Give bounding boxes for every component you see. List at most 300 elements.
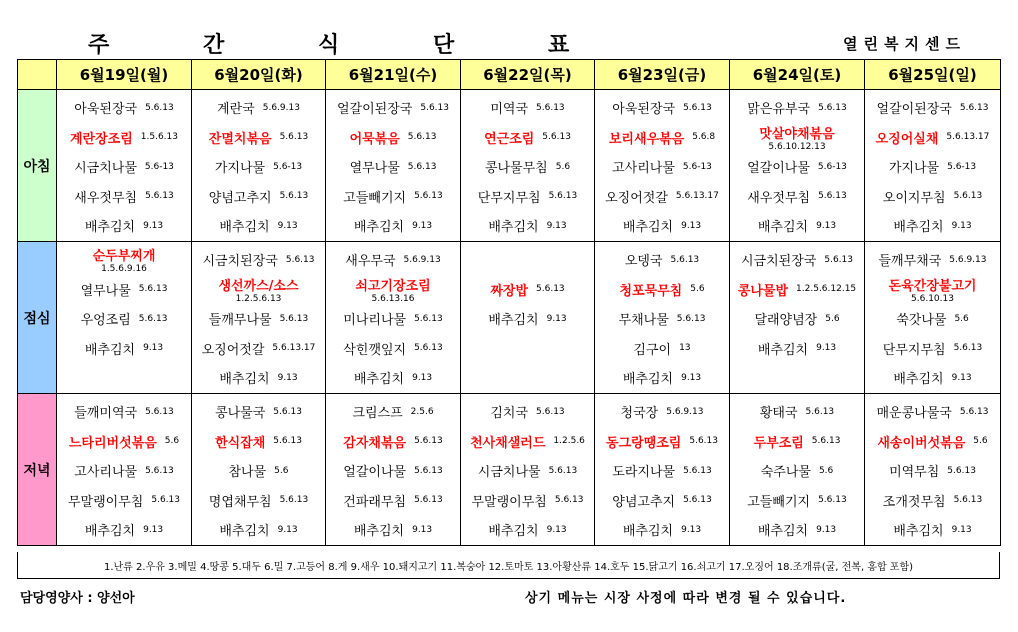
allergen-codes: 5.6.13 (279, 495, 309, 506)
menu-item (194, 304, 323, 334)
allergen-codes: 9.13 (277, 372, 298, 383)
allergen-codes: 5.6.13 (536, 284, 565, 295)
allergen-codes: 5.6.13 (145, 406, 174, 417)
menu-item (867, 304, 998, 334)
menu-item (463, 515, 592, 545)
menu-item (59, 152, 189, 182)
allergen-codes: 2.5.6 (410, 406, 434, 417)
menu-item (732, 334, 862, 364)
menu-item (194, 152, 323, 182)
dish-name: 달래양념장 (754, 313, 818, 329)
menu-item (867, 515, 998, 545)
menu-item (597, 93, 727, 123)
dish-name: 도라지나물 (612, 465, 676, 481)
menu-item (597, 486, 727, 516)
meal-label: 아침 (18, 90, 57, 242)
allergen-codes: 5.6-13 (144, 161, 174, 172)
allergen-codes: 5.6.13 (145, 191, 174, 202)
dish-name: 열무나물 (80, 283, 131, 299)
allergen-codes: 5.6.13 (818, 102, 847, 113)
allergen-codes: 5.6.10.12.13 (768, 141, 826, 152)
allergen-codes: 9.13 (681, 372, 702, 383)
dish-name: 배추김치 (893, 372, 944, 388)
menu-item (463, 486, 592, 516)
allergen-codes: 5.6-13 (817, 161, 847, 172)
menu-item (59, 427, 189, 457)
menu-item (597, 275, 727, 305)
menu-item (328, 427, 458, 457)
day-header: 6월24일(토) (730, 60, 865, 90)
menu-item (194, 275, 323, 305)
allergen-codes: 5.6.13 (407, 161, 437, 172)
menu-item (194, 123, 323, 153)
menu-item (732, 123, 862, 153)
dish-name: 배추김치 (353, 372, 405, 388)
menu-cell (730, 394, 865, 546)
dish-name: 배추김치 (353, 524, 405, 540)
title-char: 주 (88, 33, 110, 58)
dish-name: 시금치된장국 (741, 254, 817, 270)
menu-item (463, 123, 592, 153)
menu-item (597, 182, 727, 212)
allergen-codes: 5.6 (954, 313, 969, 324)
menu-item (59, 486, 189, 516)
menu-item (328, 211, 458, 241)
dish-name: 단무지무침 (477, 190, 541, 206)
dish-name: 배추김치 (757, 220, 809, 236)
allergen-codes: 5.6.13 (285, 254, 315, 265)
dish-name: 삭힌깻잎지 (343, 342, 407, 358)
dish-name: 연근조림 (484, 131, 535, 147)
menu-item (59, 304, 189, 334)
menu-item (732, 275, 862, 305)
allergen-codes: 9.13 (951, 524, 972, 535)
dish-name: 고들빼기지 (747, 494, 811, 510)
allergen-codes: 5.6.13.16 (371, 293, 415, 304)
menu-item (328, 397, 458, 427)
allergen-codes: 9.13 (681, 524, 702, 535)
menu-cell (595, 90, 730, 242)
dish-name: 맑은유부국 (747, 102, 811, 118)
allergen-codes: 5.6.13 (536, 102, 565, 113)
allergen-codes: 5.6-13 (682, 161, 712, 172)
menu-cell (192, 394, 326, 546)
allergen-codes: 5.6.10.13 (911, 293, 954, 304)
menu-item (328, 515, 458, 545)
menu-item (597, 397, 727, 427)
allergen-codes: 5.6 (825, 313, 840, 324)
dish-name: 보리새우볶음 (608, 131, 685, 147)
allergen-codes: 5.6.13 (273, 436, 302, 447)
dish-name: 얼갈이나물 (343, 465, 407, 481)
menu-cell (461, 90, 595, 242)
allergen-codes: 5.6.13 (414, 465, 443, 476)
allergen-codes: 9.13 (546, 220, 567, 231)
menu-item (328, 245, 458, 275)
menu-item (463, 304, 592, 334)
menu-item (59, 245, 189, 275)
dish-name: 동그랑땡조림 (606, 435, 682, 451)
allergen-codes: 5.6.13 (824, 254, 853, 265)
dish-name: 단무지무침 (882, 342, 946, 358)
dish-name: 고사리나물 (74, 465, 138, 481)
dish-name: 숙주나물 (760, 465, 811, 481)
menu-cell (57, 394, 192, 546)
dish-name: 열무나물 (349, 161, 400, 177)
allergen-codes: 5.6.13 (138, 313, 168, 324)
allergen-codes: 5.6.9.13 (262, 102, 300, 113)
allergen-codes: 5.6.9.13 (949, 254, 987, 265)
allergen-codes: 9.13 (546, 524, 567, 535)
menu-item (463, 427, 592, 457)
menu-cell (595, 394, 730, 546)
allergen-codes: 5.6.13 (953, 191, 983, 202)
menu-cell (57, 242, 192, 394)
menu-cell (865, 90, 1001, 242)
day-header: 6월23일(금) (595, 60, 730, 90)
dish-name: 순두부찌개 (92, 249, 156, 265)
dish-name: 얼갈이된장국 (876, 102, 952, 118)
menu-item (867, 486, 998, 516)
dish-name: 얼갈이나물 (747, 161, 810, 177)
dish-name: 아욱된장국 (612, 102, 676, 118)
menu-item (59, 275, 189, 305)
dish-name: 배추김치 (84, 220, 136, 236)
allergen-codes: 9.13 (277, 220, 298, 231)
allergen-codes: 13 (679, 343, 691, 354)
allergen-codes: 5.6.13 (818, 191, 847, 202)
allergen-codes: 5.6 (164, 436, 180, 447)
menu-cell (595, 242, 730, 394)
dish-name: 느타리버섯볶음 (68, 435, 157, 451)
allergen-codes: 5.6.13 (805, 406, 835, 417)
menu-item (59, 123, 189, 153)
dish-name: 미역국 (490, 102, 529, 118)
allergen-codes: 5.6.13 (279, 313, 309, 324)
dish-name: 새우젓무침 (74, 190, 138, 206)
dish-name: 황태국 (759, 406, 798, 422)
dish-name: 들깨무나물 (208, 313, 272, 329)
allergen-codes: 9.13 (816, 524, 837, 535)
dish-name: 배추김치 (622, 524, 674, 540)
allergen-codes: 5.6.13 (676, 313, 706, 324)
allergen-codes: 5.6.13 (811, 436, 841, 447)
dish-name: 새우젓무침 (747, 190, 811, 206)
allergen-codes: 5.6.13 (542, 132, 571, 143)
title-char: 표 (548, 33, 570, 58)
dish-name: 무채나물 (618, 313, 669, 329)
dish-name: 배추김치 (893, 220, 944, 236)
dish-name: 배추김치 (488, 524, 539, 540)
allergen-codes: 5.6.13 (138, 284, 168, 295)
menu-item (328, 456, 458, 486)
dish-name: 김구이 (633, 342, 672, 358)
menu-item (59, 211, 189, 241)
dish-name: 청포묵무침 (619, 283, 683, 299)
allergen-codes: 1.5.6.13 (140, 132, 178, 143)
menu-item (867, 211, 998, 241)
dish-name: 배추김치 (84, 524, 136, 540)
menu-item (732, 304, 862, 334)
menu-item (194, 245, 323, 275)
dish-name: 콩나물무침 (484, 161, 548, 177)
allergen-codes: 5.6.13 (414, 343, 443, 354)
dish-name: 크림스프 (352, 406, 403, 422)
menu-item (867, 245, 998, 275)
menu-item (194, 93, 323, 123)
menu-item (328, 182, 458, 212)
dish-name: 시금치된장국 (202, 254, 278, 270)
menu-cell (57, 90, 192, 242)
dish-name: 들깨무채국 (878, 254, 942, 270)
allergen-codes: 9.13 (277, 524, 298, 535)
menu-item (597, 123, 727, 153)
allergen-codes: 5.6.13.17 (675, 191, 719, 202)
menu-item (463, 456, 592, 486)
menu-item (597, 515, 727, 545)
menu-cell (865, 242, 1001, 394)
meal-label: 점심 (18, 242, 57, 394)
menu-item (463, 397, 592, 427)
menu-item (867, 93, 998, 123)
allergen-codes: 9.13 (143, 524, 164, 535)
allergen-codes: 5.6-13 (273, 161, 303, 172)
menu-item (194, 363, 323, 393)
dish-name: 배추김치 (353, 220, 405, 236)
allergen-codes: 5.6.13 (414, 313, 443, 324)
menu-item (59, 456, 189, 486)
allergen-codes: 5.6.13 (548, 191, 578, 202)
menu-item (463, 93, 592, 123)
allergen-codes: 5.6.13 (414, 191, 443, 202)
dish-name: 감자채볶음 (343, 435, 407, 451)
allergen-codes: 5.6-13 (947, 161, 977, 172)
dish-name: 천사채샐러드 (470, 435, 546, 451)
allergen-codes: 5.6.13 (145, 102, 174, 113)
dish-name: 오징어실채 (875, 131, 939, 147)
dish-name: 배추김치 (893, 524, 944, 540)
allergen-codes: 9.13 (412, 220, 433, 231)
dish-name: 배추김치 (219, 220, 270, 236)
allergen-codes: 5.6.13 (407, 132, 437, 143)
menu-item (328, 334, 458, 364)
dish-name: 맛살야채볶음 (759, 126, 835, 142)
allergen-codes: 5.6.13 (818, 495, 847, 506)
dish-name: 들깨미역국 (74, 406, 138, 422)
menu-item (732, 182, 862, 212)
dish-name: 콩나물밥 (737, 283, 789, 299)
day-header: 6월22일(목) (461, 60, 595, 90)
menu-item (732, 397, 862, 427)
dish-name: 건파래무침 (343, 494, 407, 510)
menu-item (732, 515, 862, 545)
allergen-codes: 5.6.13 (536, 406, 565, 417)
menu-item (732, 245, 862, 275)
dish-name: 오징어젓갈 (201, 342, 265, 358)
menu-item (463, 245, 592, 275)
allergen-legend: 1.난류 2.우유 3.메밀 4.땅콩 5.대두 6.밀 7.고등어 8.게 9.새우 10.돼지고기 11.복숭아 12.토마토 13.아황산류 14.호두 15.닭고기 16.쇠고기 17.오징어 18.조개류(굴, 전복, 홍합 포함) (17, 552, 1000, 579)
dish-name: 새우무국 (345, 254, 396, 270)
dish-name: 계란국 (217, 102, 255, 118)
allergen-codes: 9.13 (546, 313, 567, 324)
dish-name: 얼갈이된장국 (337, 102, 413, 118)
allergen-codes: 5.6.13 (670, 254, 700, 265)
allergen-codes: 5.6.13 (689, 436, 718, 447)
menu-item (597, 334, 727, 364)
dish-name: 배추김치 (219, 372, 270, 388)
menu-item (59, 93, 189, 123)
allergen-codes: 5.6.13 (959, 406, 989, 417)
menu-item (194, 334, 323, 364)
menu-item (328, 486, 458, 516)
menu-item (59, 515, 189, 545)
menu-item (194, 486, 323, 516)
dish-name: 배추김치 (757, 342, 809, 358)
dish-name: 배추김치 (488, 220, 539, 236)
menu-item (463, 152, 592, 182)
allergen-codes: 5.6.13 (145, 465, 174, 476)
menu-item (59, 397, 189, 427)
allergen-codes: 5.6.13 (151, 495, 180, 506)
menu-item (59, 182, 189, 212)
menu-item (867, 182, 998, 212)
dish-name: 오징어젓갈 (605, 190, 668, 206)
title-char: 간 (203, 33, 225, 58)
allergen-codes: 5.6.13 (683, 495, 712, 506)
menu-item (194, 182, 323, 212)
dish-name: 시금치나물 (74, 161, 137, 177)
allergen-codes: 5.6.13.17 (272, 343, 316, 354)
dish-name: 미나리나물 (343, 313, 407, 329)
dish-name: 참나물 (228, 465, 267, 481)
menu-item (328, 152, 458, 182)
menu-item (597, 245, 727, 275)
dish-name: 한식잡채 (215, 435, 266, 451)
menu-item (597, 427, 727, 457)
menu-item (867, 152, 998, 182)
meal-row-lunch (18, 242, 1001, 394)
allergen-codes: 5.6.13 (279, 132, 309, 143)
allergen-codes: 9.13 (412, 372, 433, 383)
dish-name: 배추김치 (488, 313, 539, 329)
meal-row-breakfast (18, 90, 1001, 242)
allergen-codes: 9.13 (143, 220, 164, 231)
menu-item (328, 123, 458, 153)
allergen-codes: 5.6.13 (548, 465, 578, 476)
menu-cell (326, 394, 461, 546)
allergen-codes: 5.6.13 (420, 102, 449, 113)
menu-item (463, 275, 592, 305)
dish-name: 고들빼기지 (343, 190, 407, 206)
menu-item (867, 427, 998, 457)
allergen-codes: 5.6.13 (953, 495, 983, 506)
menu-cell (730, 242, 865, 394)
dish-name: 조개젓무침 (882, 494, 946, 510)
dish-name: 잔멸치볶음 (208, 131, 272, 147)
allergen-codes: 5.6.13 (554, 495, 584, 506)
menu-item (597, 456, 727, 486)
allergen-codes: 9.13 (143, 343, 164, 354)
menu-item (732, 486, 862, 516)
day-header: 6월25일(일) (865, 60, 1001, 90)
dish-name: 가지나물 (888, 161, 940, 177)
dish-name: 어묵볶음 (349, 131, 400, 147)
dish-name: 미역무침 (889, 465, 940, 481)
menu-item (867, 456, 998, 486)
allergen-codes: 5.6 (690, 284, 705, 295)
dish-name: 두부조림 (753, 435, 804, 451)
menu-cell (326, 242, 461, 394)
allergen-codes: 5.6 (818, 465, 834, 476)
menu-item (463, 211, 592, 241)
nutritionist-label: 담당영양사 : 양선아 (20, 591, 135, 606)
allergen-codes: 1.5.6.9.16 (101, 264, 147, 275)
menu-item (328, 304, 458, 334)
menu-cell (461, 394, 595, 546)
menu-cell (461, 242, 595, 394)
day-header: 6월19일(월) (57, 60, 192, 90)
dish-name: 시금치나물 (477, 465, 541, 481)
dish-name: 배추김치 (219, 524, 270, 540)
allergen-codes: 9.13 (816, 343, 837, 354)
dish-name: 매운콩나물국 (876, 406, 952, 422)
allergen-codes: 5.6.13 (279, 191, 309, 202)
menu-item (732, 211, 862, 241)
allergen-codes: 9.13 (951, 220, 972, 231)
menu-item (194, 456, 323, 486)
dish-name: 고사리나물 (612, 161, 675, 177)
menu-item (732, 93, 862, 123)
dish-name: 배추김치 (757, 524, 809, 540)
dish-name: 배추김치 (622, 220, 674, 236)
menu-item (867, 397, 998, 427)
menu-item (194, 211, 323, 241)
menu-cell (192, 90, 326, 242)
allergen-codes: 5.6.13 (953, 343, 983, 354)
menu-item (59, 334, 189, 364)
dish-name: 배추김치 (622, 372, 674, 388)
allergen-codes: 5.6.13 (273, 406, 302, 417)
menu-item (867, 363, 998, 393)
page-title (80, 28, 600, 58)
menu-item (463, 182, 592, 212)
dish-name: 돈육간장불고기 (888, 278, 977, 294)
allergen-codes: 5.6.13 (414, 495, 443, 506)
dish-name: 쑥갓나물 (896, 313, 947, 329)
allergen-codes: 1.2.5.6 (553, 436, 585, 447)
allergen-codes: 9.13 (412, 524, 433, 535)
dish-name: 쇠고기장조림 (355, 278, 431, 294)
day-header-row (18, 60, 1001, 90)
day-header: 6월21일(수) (326, 60, 461, 90)
change-notice: 상기 메뉴는 시장 사정에 따라 변경 될 수 있습니다. (525, 591, 847, 606)
dish-name: 가지나물 (214, 161, 266, 177)
allergen-codes: 5.6.13.17 (946, 132, 990, 143)
allergen-codes: 5.6 (555, 161, 571, 172)
menu-item (867, 123, 998, 153)
allergen-codes: 5.6.13 (683, 465, 712, 476)
allergen-codes: 1.2.5.6.13 (235, 293, 282, 304)
menu-cell (192, 242, 326, 394)
dish-name: 양념고추지 (208, 190, 272, 206)
dish-name: 우엉조림 (80, 313, 131, 329)
allergen-codes: 1.2.5.6.12.15 (796, 284, 857, 295)
allergen-codes: 5.6 (973, 436, 988, 447)
meal-row-dinner (18, 394, 1001, 546)
allergen-codes: 9.13 (951, 372, 972, 383)
menu-item (732, 152, 862, 182)
dish-name: 아욱된장국 (74, 102, 138, 118)
